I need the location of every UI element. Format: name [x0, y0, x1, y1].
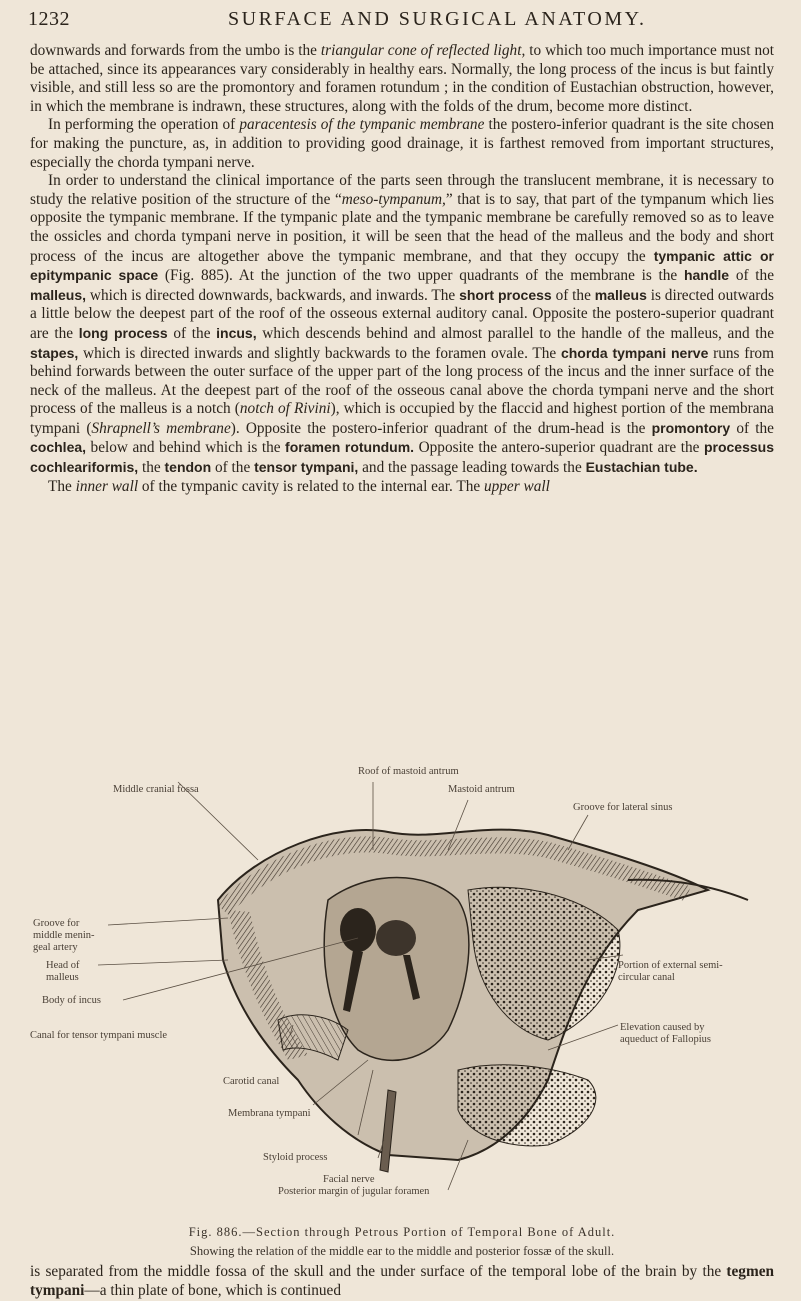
text-run: ” that is to say, that part of the tympanum which lies opposite the tympanic membrane. If the tympanic plate and the tympanic membrane be carefully removed so as to leave the ossicles and chorda tympani nerve in position, it will be seen that the head of the malleus and the body and short process of the incus are altogether above the tympanic membrane, and that they occupy the	[30, 190, 774, 265]
bold-term: Eustachian tube.	[585, 459, 698, 476]
label-meningeal-3: geal artery	[33, 942, 78, 953]
bold-term: promontory	[651, 419, 731, 436]
text-run: ), which is occupied by the flaccid and highest portion of the membrana tympani (	[30, 400, 774, 437]
italic-run: upper wall	[483, 477, 550, 495]
italic-run: meso-tympanum,	[341, 190, 446, 208]
bone-section-illustration	[28, 760, 773, 1220]
bold-term: malleus	[594, 286, 647, 303]
label-membrana-tympani: Membrana tympani	[228, 1108, 311, 1119]
page-title: SURFACE AND SURGICAL ANATOMY.	[228, 8, 647, 30]
figure-caption	[30, 1225, 774, 1259]
label-carotid-canal: Carotid canal	[223, 1076, 280, 1087]
italic-run: Shrapnell’s membrane	[91, 419, 231, 437]
bold-term: long process	[78, 324, 168, 341]
running-head	[28, 8, 768, 34]
label-elevation-1: Elevation caused by	[620, 1022, 705, 1033]
italic-run: triangular cone of reflected light,	[320, 42, 526, 59]
bold-term: foramen rotundum.	[285, 439, 415, 456]
text-run: of the	[167, 324, 217, 342]
label-meningeal-2: middle menin-	[33, 930, 95, 941]
text-run: is separated from the middle fossa of the skull and the under surface of the temporal lobe of the brain by the	[30, 1263, 727, 1280]
text-run: is directed outwards a little below the deepest part of the roof of the osseous external auditory canal. Opposite the postero-superior quadrant are the	[30, 286, 775, 342]
label-styloid-process: Styloid process	[263, 1152, 328, 1163]
label-tensor-canal: Canal for tensor tympani muscle	[30, 1030, 168, 1041]
italic-run: paracentesis of the tympanic membrane	[239, 116, 485, 134]
incus-body	[376, 920, 416, 956]
label-roof-mastoid-antrum: Roof of mastoid antrum	[358, 766, 459, 777]
bold-term: short process	[459, 286, 552, 303]
text-run: runs from behind forwards between the outer surface of the upper part of the long process of the incus and the inner surface of the neck of the malleus. At the deepest part of the roof of the osseous canal above the chorda tympani nerve and the short process of the malleus is a notch (	[30, 344, 774, 418]
label-mastoid-antrum: Mastoid antrum	[448, 784, 515, 795]
text-run: downwards and forwards from the umbo is the	[30, 42, 321, 59]
malleus-head	[340, 908, 376, 952]
text-run: which is directed inwards and slightly backwards to the foramen ovale. The	[78, 344, 561, 362]
text-run: of the	[211, 459, 255, 477]
italic-run: inner wall	[75, 477, 139, 495]
bold-term: handle	[683, 267, 730, 284]
text-run: to which too much importance must not be attached, since its appearances vary considerably in healthy ears. Normally, the long process of the incus is but faintly visible, and still less so are the promontory and foramen rotundum ; in the condition of Eustachian obstruction, however, in which the membrane is indrawn, these structures, along with the folds of the drum, become more distinct.	[30, 42, 774, 115]
text-run: ). Opposite the postero-inferior quadrant of the drum-head is the	[230, 419, 652, 437]
text-run: —a thin plate of bone, which is continued	[84, 1281, 341, 1299]
caption-line-2: Showing the relation of the middle ear to the middle and posterior fossæ of the skull.	[189, 1244, 615, 1258]
bold-term: tendon	[164, 459, 212, 476]
label-jugular-foramen: Posterior margin of jugular foramen	[278, 1186, 430, 1197]
label-semicircular-2: circular canal	[618, 972, 675, 983]
text-run: of the tympanic cavity is related to the internal ear. The	[138, 477, 484, 495]
text-run: which descends behind and almost parallel to the handle of the malleus, and the	[256, 324, 774, 342]
bold-term: cochlea,	[30, 439, 87, 456]
bold-term: incus,	[216, 324, 257, 341]
label-meningeal-1: Groove for	[33, 918, 80, 929]
paragraph-4	[30, 478, 774, 497]
text-run: and the passage leading towards the	[358, 459, 586, 477]
label-elevation-2: aqueduct of Fallopius	[620, 1034, 711, 1045]
paragraph-1	[30, 42, 774, 116]
bold-term: tensor tympani,	[254, 459, 359, 476]
continuation-text	[30, 1263, 774, 1300]
italic-run: notch of Rivini	[239, 400, 331, 418]
bold-term: chorda tympani nerve	[560, 344, 709, 361]
anatomical-figure	[28, 760, 773, 1220]
bold-term: tympanic attic or epitympanic space	[30, 247, 775, 284]
body-text	[30, 42, 774, 496]
text-run: which is directed downwards, backwards, and inwards. The	[86, 286, 460, 304]
bold-term: stapes,	[30, 344, 79, 361]
label-middle-cranial-fossa: Middle cranial fossa	[113, 784, 199, 795]
text-run: below and behind which is the	[86, 439, 286, 457]
paragraph-3	[30, 172, 774, 478]
paragraph-2	[30, 116, 774, 172]
text-run: the	[138, 459, 165, 477]
text-run: In performing the operation of	[48, 116, 240, 134]
text-run: The	[48, 477, 76, 495]
label-lateral-sinus: Groove for lateral sinus	[573, 802, 673, 813]
label-facial-nerve: Facial nerve	[323, 1174, 375, 1185]
text-run: of the	[729, 267, 774, 285]
text-run: the postero-inferior quadrant is the site chosen for making the puncture, as, in addition to providing good drainage, it is farthest removed from important structures, especially the chorda tympani nerve.	[30, 116, 774, 171]
bold-term: tegmen tympani	[30, 1263, 774, 1299]
text-run: (Fig. 885). At the junction of the two upper quadrants of the membrane is the	[158, 267, 684, 285]
label-body-incus: Body of incus	[42, 995, 101, 1006]
text-run: of the	[730, 419, 774, 437]
text-run: of the	[551, 286, 595, 304]
label-head-malleus-2: malleus	[46, 972, 79, 983]
label-head-malleus-1: Head of	[46, 960, 80, 971]
text-run: In order to understand the clinical importance of the parts seen through the translucent membrane, it is necessary to study the relative position of the structure of the “	[30, 172, 774, 208]
bold-term: processus cochleariformis,	[30, 439, 774, 476]
page-number: 1232	[28, 8, 70, 30]
text-run: Opposite the antero-superior quadrant are the	[414, 439, 704, 457]
label-semicircular-1: Portion of external semi-	[618, 960, 723, 971]
bold-term: malleus,	[30, 286, 87, 303]
caption-line-1: Fig. 886.—Section through Petrous Portion of Temporal Bone of Adult.	[188, 1225, 616, 1239]
